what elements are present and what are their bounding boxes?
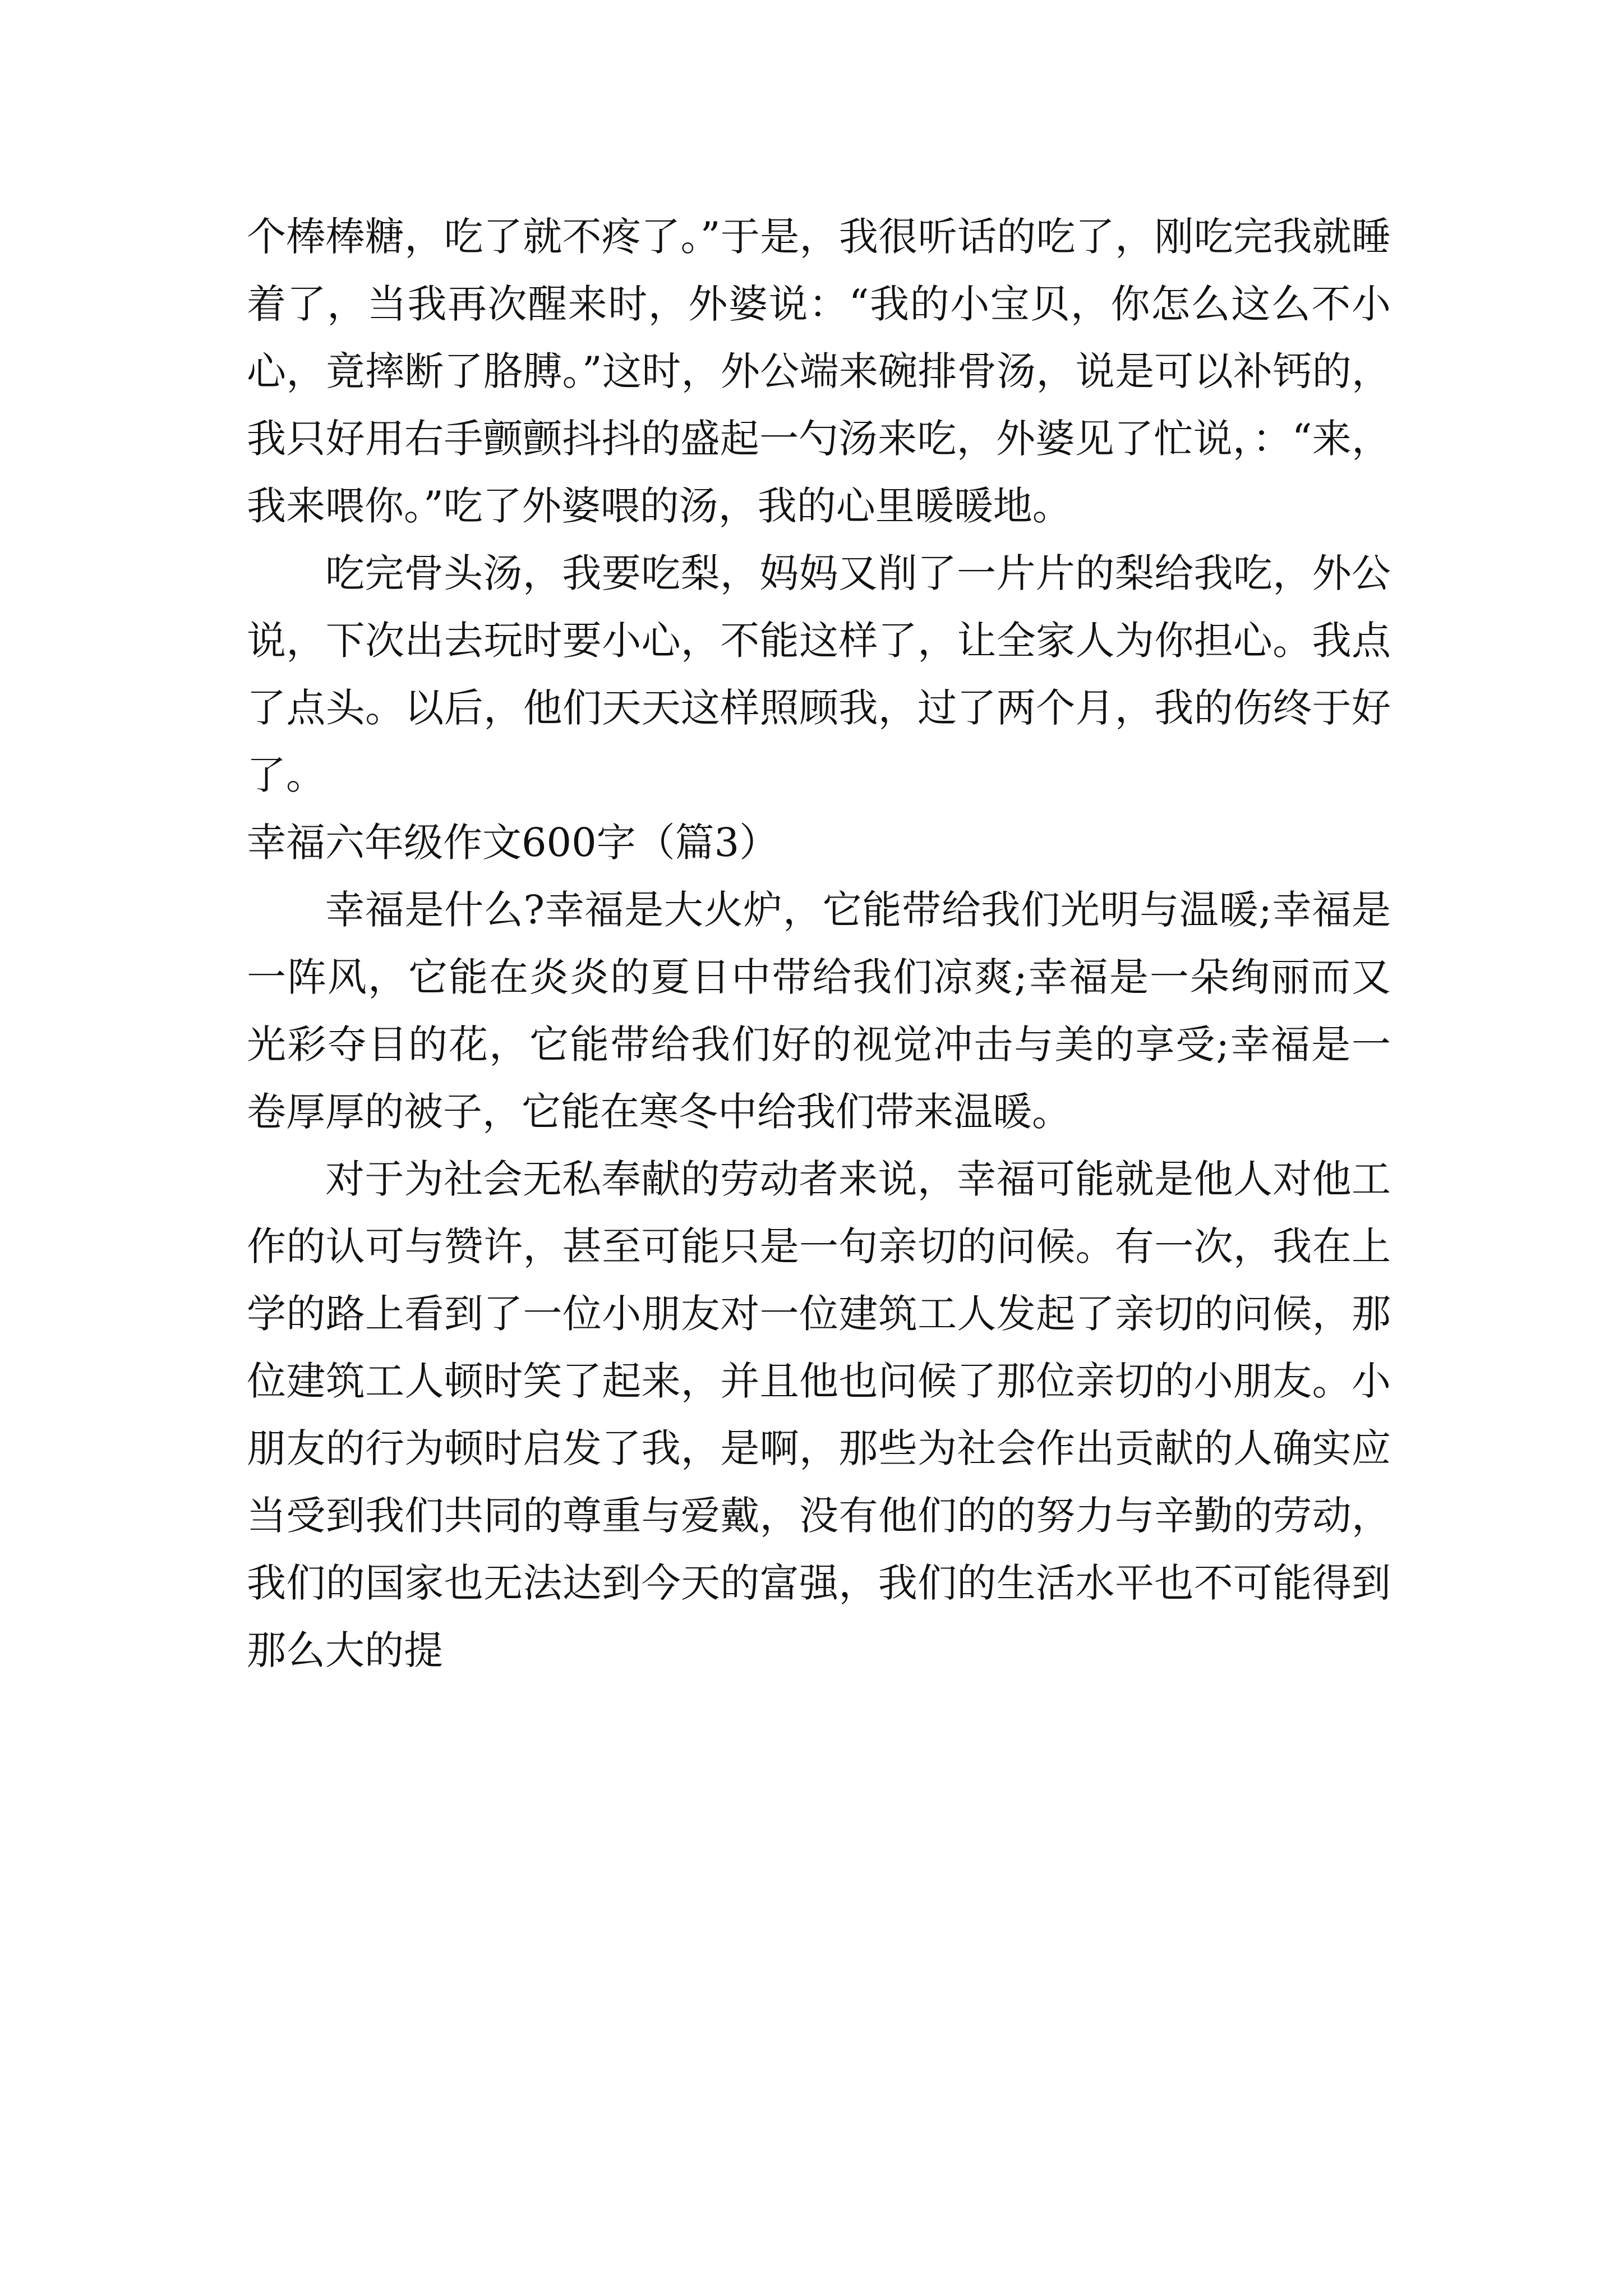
paragraph: 对于为社会无私奉献的劳动者来说，幸福可能就是他人对他工作的认可与赞许，甚至可能只是一句亲切的问候。有一次，我在上学的路上看到了一位小朋友对一位建筑工人发起了亲切的问候，那位建筑工人顿时笑了起来，并且他也问候了那位亲切的小朋友。小朋友的行为顿时启发了我，是啊，那些为社会作出贡献的人确实应当受到我们共同的尊重与爱戴，没有他们的的努力与辛勤的劳动，我们的国家也无法达到今天的富强，我们的生活水平也不可能得到那么大的提 (247, 1156, 1391, 1673)
section-heading: 幸福六年级作文600字（篇3） (247, 820, 779, 866)
paragraph: 吃完骨头汤，我要吃梨，妈妈又削了一片片的梨给我吃，外公说，下次出去玩时要小心，不能这样了，让全家人为你担心。我点了点头。以后，他们天天这样照顾我，过了两个月，我的伤终于好了。 (247, 550, 1391, 798)
document-body (247, 203, 1391, 1684)
paragraph-continued: 个棒棒糖，吃了就不疼了。”于是，我很听话的吃了，刚吃完我就睡着了，当我再次醒来时，外婆说：“我的小宝贝，你怎么这么不小心，竟摔断了胳膊。”这时，外公端来碗排骨汤，说是可以补钙的，我只好用右手颤颤抖抖的盛起一勺汤来吃，外婆见了忙说，：“来，我来喂你。”吃了外婆喂的汤，我的心里暖暖地。 (247, 214, 1391, 529)
paragraph: 幸福是什么?幸福是大火炉，它能带给我们光明与温暖;幸福是一阵风，它能在炎炎的夏日中带给我们凉爽;幸福是一朵绚丽而又光彩夺目的花，它能带给我们好的视觉冲击与美的享受;幸福是一卷厚厚的被子，它能在寒冬中给我们带来温暖。 (247, 887, 1391, 1135)
